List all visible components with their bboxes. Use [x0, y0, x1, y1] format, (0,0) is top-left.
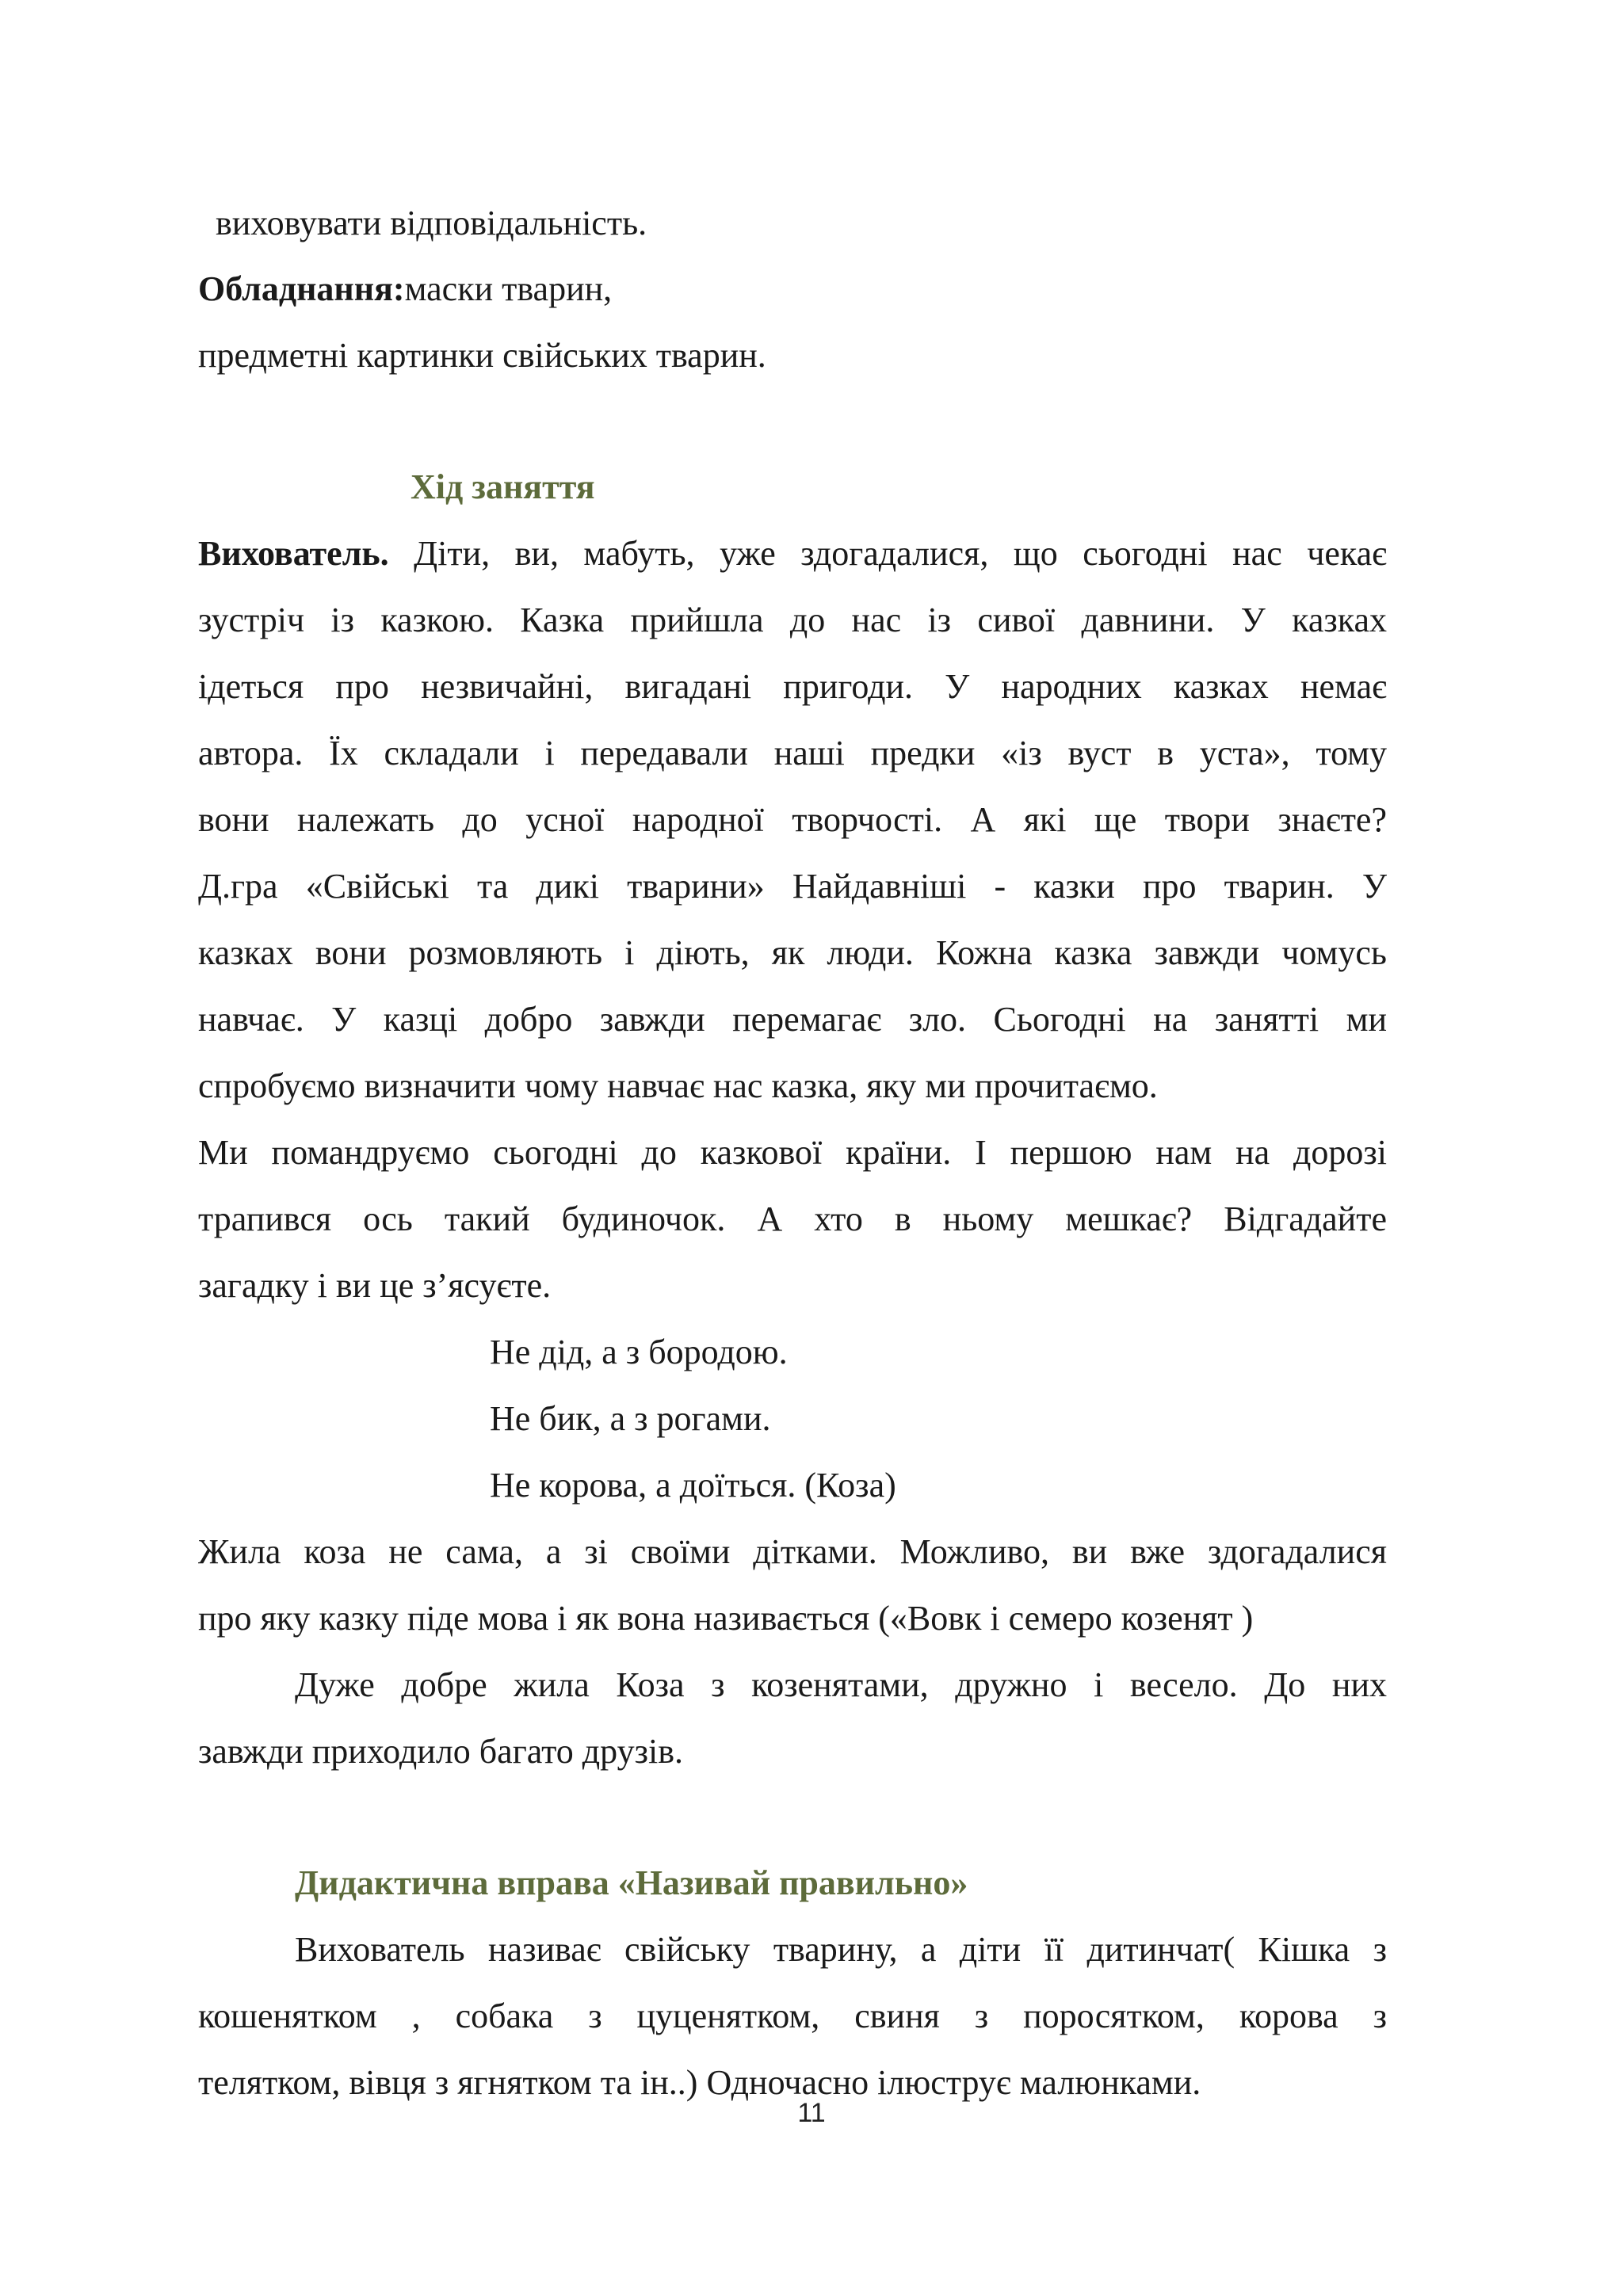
text-line: кошенятком , собака з цуценятком, свиня з поросятком, корова з: [198, 1997, 1387, 2035]
page-number: 11: [797, 2098, 826, 2128]
exercise-heading: Дидактична вправа «Називай правильно»: [295, 1863, 968, 1902]
text-line: предметні картинки свійських тварин.: [198, 336, 766, 375]
text-line: завжди приходило багато друзів.: [198, 1732, 683, 1771]
lesson-heading: Хід заняття: [411, 467, 595, 506]
equipment-text: маски тварин,: [404, 269, 613, 308]
riddle-line: Не корова, а доїться. (Коза): [490, 1466, 896, 1505]
equipment-line: [198, 256, 1387, 322]
text-line: автора. Їх складали і передавали наші предки «із вуст в уста», тому: [198, 734, 1387, 772]
text-line: навчає. У казці добро завжди перемагає зло. Сьогодні на занятті ми: [198, 1000, 1387, 1039]
text-line: ідеться про незвичайні, вигадані пригоди. У народних казках немає: [198, 667, 1387, 706]
text-line: зустріч із казкою. Казка прийшла до нас із сивої давнини. У казках: [198, 601, 1387, 639]
riddle-line: Не дід, а з бородою.: [490, 1333, 788, 1371]
text-line: трапився ось такий будиночок. А хто в ньому мешкає? Відгадайте: [198, 1199, 1387, 1238]
text-line: Д.гра «Свійські та дикі тварини» Найдавніші - казки про тварин. У: [198, 867, 1387, 906]
text-line: спробуємо визначити чому навчає нас казка, яку ми прочитаємо.: [198, 1066, 1158, 1105]
text-line: казках вони розмовляють і діють, як люди. Кожна казка завжди чомусь: [198, 933, 1387, 972]
text-line: загадку і ви це з’ясуєте.: [198, 1266, 552, 1305]
equipment-label: Обладнання:: [198, 269, 405, 308]
text-line: [198, 521, 1387, 587]
text-line: виховувати відповідальність.: [216, 204, 647, 242]
text-line: про яку казку піде мова і як вона називається («Вовк і семеро козенят ): [198, 1599, 1254, 1638]
teacher-label: Вихователь.: [198, 534, 389, 573]
text-line: Жила коза не сама, а зі своїми дітками. Можливо, ви вже здогадалися: [198, 1532, 1387, 1571]
text-line: вони належать до усної народної творчості. А які ще твори знаєте?: [198, 800, 1387, 839]
riddle-line: Не бик, а з рогами.: [490, 1399, 771, 1438]
teacher-speech: Діти, ви, мабуть, уже здогадалися, що сьогодні нас чекає: [388, 534, 1387, 573]
text-line: Вихователь називає свійську тварину, а діти її дитинчат( Кішка з: [295, 1930, 1387, 1969]
text-line: Дуже добре жила Коза з козенятами, дружно і весело. До них: [295, 1665, 1387, 1704]
text-line: телятком, вівця з ягнятком та ін..) Одночасно ілюструє малюнками.: [198, 2063, 1201, 2102]
text-line: Ми помандруємо сьогодні до казкової країни. І першою нам на дорозі: [198, 1133, 1387, 1172]
